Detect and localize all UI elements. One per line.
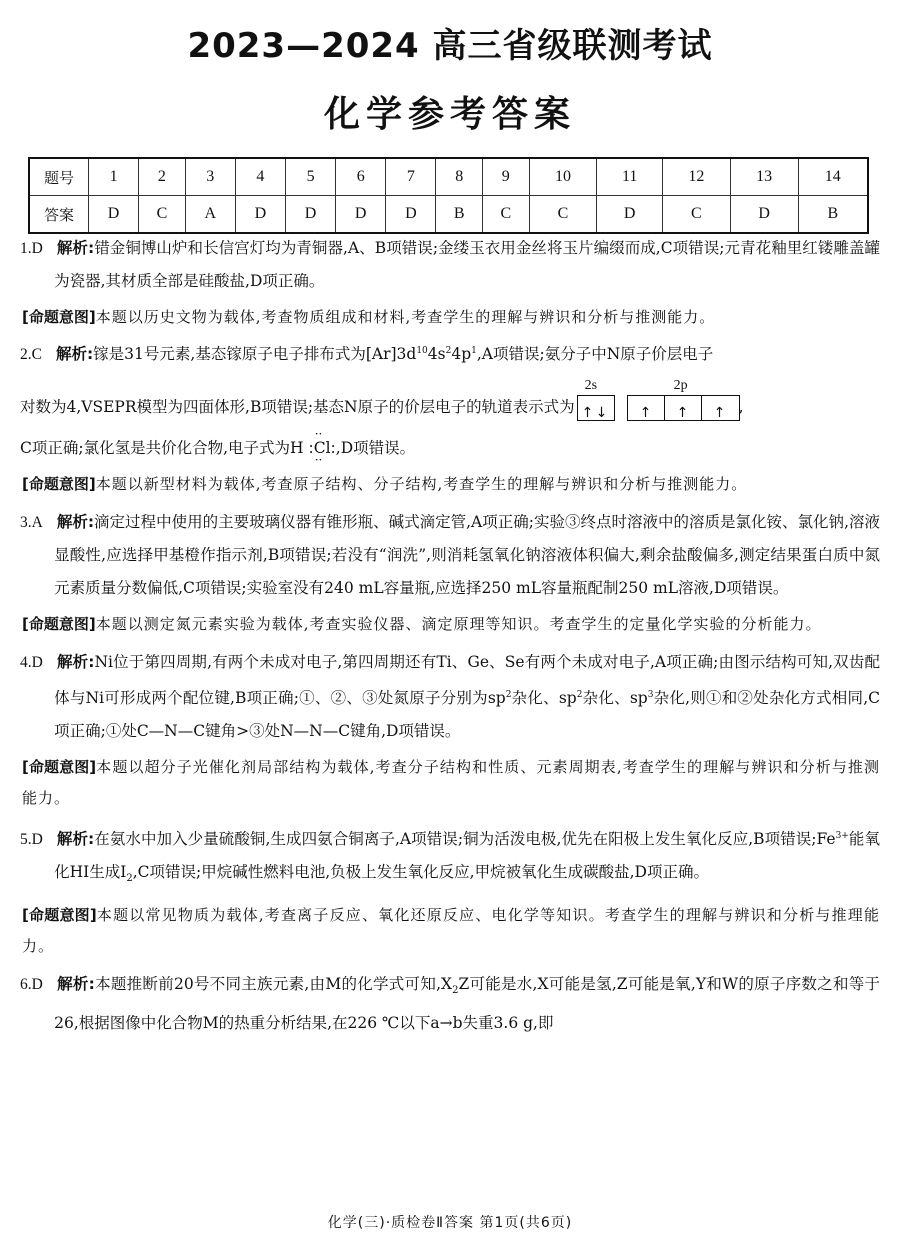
intent-label: [命题意图] <box>22 615 96 634</box>
analysis-text: 能氧化HI生成I <box>54 830 880 882</box>
orbital-divider <box>664 395 665 421</box>
intent-text: 本题以常见物质为载体,考查离子反应、氧化还原反应、电化学等知识。考查学生的理解与辨识和分析与推理能力。 <box>22 905 880 955</box>
answer-cell: D <box>286 196 336 234</box>
answer-cell: A <box>185 196 235 234</box>
question-number-cell: 4 <box>235 158 285 196</box>
answer-cell: D <box>336 196 386 234</box>
intent-label: [命题意图] <box>22 308 96 326</box>
analysis-text: 对数为4,VSEPR模型为四面体形,B项错误;基态N原子的价层电子的轨道表示式为 <box>20 398 575 417</box>
analysis-text: ,C项错误;甲烷碱性燃料电池,负极上发生氧化反应,甲烷被氧化生成碳酸盐,D项正确。 <box>132 863 709 882</box>
answer-key-title: 化学参考答案 <box>323 94 576 135</box>
question-2-line-b <box>20 378 880 424</box>
superscript: 2 <box>445 346 452 356</box>
analysis-text: 杂化、sp <box>511 689 577 708</box>
arrow-down-icon: ↓ <box>595 405 608 422</box>
analysis-text: Z可能是水,X可能是氢,Z可能是氧,Y和W的原子序数之和等于26,根据图像中化合物M的热重分析结果,在226 ℃以下a→b失重3.6 g,即 <box>54 974 880 1032</box>
question-number-cell: 5 <box>286 158 336 196</box>
answer-cell: C <box>483 196 530 234</box>
superscript: 2 <box>576 690 583 701</box>
question-number-cell: 1 <box>89 158 139 196</box>
analysis-label: 解析: <box>56 239 95 257</box>
question-number-cell: 3 <box>185 158 235 196</box>
answer-cell: D <box>386 196 436 234</box>
intent-label: [命题意图] <box>22 758 97 777</box>
intent-1 <box>20 302 880 333</box>
superscript: 10 <box>416 346 428 356</box>
electron-pair-icon: : <box>330 439 336 458</box>
superscript: 3 <box>647 690 654 701</box>
analysis-text: C项正确;氯化氢是共价化合物,电子式为H <box>20 439 304 458</box>
electron-dots-bottom-icon: ·· <box>314 453 323 468</box>
analysis-text: ,D项错误。 <box>335 439 416 458</box>
answer-cell: C <box>662 196 730 234</box>
analysis-text: 在氨水中加入少量硫酸铜,生成四氨合铜离子,A项错误;铜为活泼电极,优先在阳极上发生氧化反应,B项错误;Fe <box>94 830 836 849</box>
analysis-text: 错金铜博山炉和长信宫灯均为青铜器,A、B项错误;金缕玉衣用金丝将玉片编缀而成,C项错误;元青花釉里红镂雕盖罐为瓷器,其材质全部是硅酸盐,D项正确。 <box>54 239 881 290</box>
intent-text: 本题以历史文物为载体,考查物质组成和材料,考查学生的理解与辨识和分析与推测能力。 <box>95 308 716 326</box>
intent-2 <box>20 469 880 500</box>
question-number-cell: 9 <box>483 158 530 196</box>
analysis-text: , <box>738 398 744 417</box>
answer-cell: C <box>529 196 597 234</box>
orbital-divider <box>701 395 702 421</box>
question-2 <box>20 335 880 371</box>
analysis-text: 4p <box>451 345 472 364</box>
orbital-label-2s: 2s <box>584 378 598 394</box>
question-2-line-c <box>20 427 880 468</box>
question-number: 2.C <box>20 346 42 364</box>
solutions <box>20 232 880 1040</box>
row-label-number: 题号 <box>29 158 89 196</box>
subscript: 2 <box>452 984 459 996</box>
analysis-text: 镓是31号元素,基态镓原子电子排布式为[Ar]3d <box>93 345 417 364</box>
analysis-label: 解析: <box>56 830 95 849</box>
superscript: 2 <box>505 690 512 701</box>
answer-table <box>28 157 869 234</box>
electron-pair-icon: : <box>308 439 314 458</box>
electron-dots-top-icon: ·· <box>314 427 323 442</box>
answer-cell: B <box>436 196 483 234</box>
orbital-diagram <box>577 378 739 422</box>
question-number: 1.D <box>20 240 43 257</box>
question-number: 5.D <box>20 831 43 849</box>
intent-5 <box>20 900 880 962</box>
analysis-label: 解析: <box>56 974 95 993</box>
intent-text: 本题以测定氮元素实验为载体,考查实验仪器、滴定原理等知识。考查学生的定量化学实验的分析能力。 <box>95 615 822 634</box>
answer-row <box>29 196 868 234</box>
question-number: 6.D <box>20 975 43 993</box>
question-number: 3.A <box>20 514 43 532</box>
superscript: 1 <box>471 346 477 356</box>
analysis-text: 本题推断前20号不同主族元素,由M的化学式可知,X <box>94 974 453 993</box>
analysis-label: 解析: <box>56 653 95 672</box>
element-symbol: Cl <box>313 439 331 458</box>
answer-cell: D <box>730 196 798 234</box>
question-1 <box>20 232 880 298</box>
question-4 <box>20 646 880 748</box>
intent-label: [命题意图] <box>22 475 96 494</box>
analysis-text: 杂化,则①和②处杂化方式相同,C项正确;①处C—N—C键角>③处N—N—C键角,D项错误。 <box>54 689 880 741</box>
question-number-cell: 14 <box>798 158 868 196</box>
analysis-text: ,A项错误;氨分子中N原子价层电子 <box>476 345 714 364</box>
analysis-text: 杂化、sp <box>582 689 648 708</box>
chlorine-symbol <box>313 427 331 468</box>
question-number-cell: 6 <box>336 158 386 196</box>
arrow-up-icon: ↑ <box>581 405 594 422</box>
answer-cell: B <box>798 196 868 234</box>
intent-label: [命题意图] <box>22 905 97 924</box>
analysis-text: 滴定过程中使用的主要玻璃仪器有锥形瓶、碱式滴定管,A项正确;实验③终点时溶液中的溶质是氯化铵、氯化钠,溶液显酸性,应选择甲基橙作指示剂,B项错误;若没有“润洗”,则消耗氢氧化钠溶液体积偏大,剩余盐酸偏多,测定结果蛋白质中氮元素质量分数偏低,C项错误;实验室没有240 mL容量瓶,应选择250 mL容量瓶配制250 mL溶液,D项错误。 <box>54 513 880 598</box>
intent-text: 本题以超分子光催化剂局部结构为载体,考查分子结构和性质、元素周期表,考查学生的理解与辨识和分析与推测能力。 <box>22 758 881 808</box>
question-number-cell: 2 <box>139 158 186 196</box>
arrow-up-icon: ↑ <box>639 405 652 422</box>
exam-title: 2023—2024 高三省级联测考试 <box>187 26 713 66</box>
question-6 <box>20 968 880 1040</box>
answer-cell: D <box>89 196 139 234</box>
answer-cell: D <box>235 196 285 234</box>
intent-3 <box>20 609 880 640</box>
question-5 <box>20 820 880 895</box>
analysis-text: Ni位于第四周期,有两个未成对电子,第四周期还有Ti、Ge、Se有两个未成对电子,A项正确;由图示结构可知,双齿配体与Ni可形成两个配位键,B项正确;①、②、③处氮原子分别为sp <box>54 653 880 708</box>
answer-cell: D <box>597 196 662 234</box>
question-number-cell: 8 <box>436 158 483 196</box>
question-number-cell: 10 <box>529 158 597 196</box>
analysis-text: 4s <box>427 345 446 364</box>
subscript: 2 <box>126 873 133 885</box>
question-number-row <box>29 158 868 196</box>
arrow-up-icon: ↑ <box>676 405 689 422</box>
question-number-cell: 13 <box>730 158 798 196</box>
question-number-cell: 7 <box>386 158 436 196</box>
superscript: 3+ <box>835 831 849 842</box>
question-number-cell: 11 <box>597 158 662 196</box>
arrow-up-icon: ↑ <box>713 405 726 422</box>
orbital-label-2p: 2p <box>673 378 688 394</box>
page-footer: 化学(三)·质检卷Ⅱ答案 第1页(共6页) <box>327 1215 573 1231</box>
intent-4 <box>20 752 880 814</box>
question-number: 4.D <box>20 654 43 672</box>
question-number-cell: 12 <box>662 158 730 196</box>
row-label-answer: 答案 <box>29 196 89 234</box>
question-3 <box>20 506 880 605</box>
answer-cell: C <box>139 196 186 234</box>
analysis-label: 解析: <box>55 345 94 364</box>
intent-text: 本题以新型材料为载体,考查原子结构、分子结构,考查学生的理解与辨识和分析与推测能力。 <box>95 475 748 494</box>
analysis-label: 解析: <box>56 513 95 532</box>
